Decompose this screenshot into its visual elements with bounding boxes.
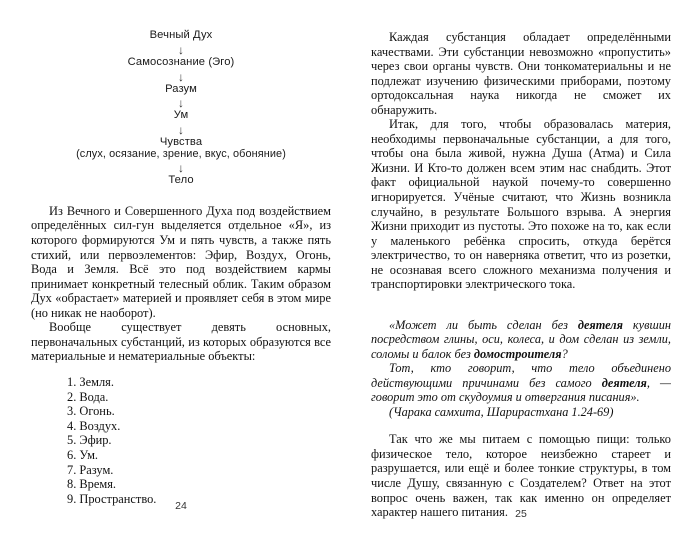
- left-page-column: [31, 30, 331, 506]
- list-item: 3. Огонь.: [67, 404, 115, 419]
- left-page: [0, 0, 348, 540]
- spacer: [31, 195, 331, 204]
- emanation-diagram: [31, 30, 331, 187]
- list-item: 5. Эфир.: [67, 433, 112, 448]
- diagram-node-eternal-spirit: Вечный Дух: [149, 29, 213, 41]
- list-item: 1. Земля.: [67, 374, 114, 389]
- right-paragraph-2: Итак, для того, чтобы образовалась материя, необходимы первоначальные субстанции, а для того, чтобы она была живой, нужна Душа (Атма) и Сила Жизни. И Кто-то должен всем этим нас снабдить. Этот факт официальной наукой почему-то совершенно игнорируется. Учёные считают, что Жизнь возникла случайно, в результате Большого взрыва. А энергия Жизни приходит из пустоты. Это похоже на то, как если у маленького ребёнка спросить, откуда берётся электричество, то он наверняка ответит, что из розетки, не осознавая всего сложного механизма получения и транспортировки электрического тока.: [371, 117, 671, 292]
- down-arrow-icon: ↓: [178, 42, 184, 57]
- diagram-node-reason: Разум: [165, 82, 197, 95]
- diagram-senses-list: (слух, осязание, зрение, вкус, обоняние): [76, 147, 286, 160]
- list-item: 2. Вода.: [67, 389, 109, 404]
- list-item: 9. Пространство.: [67, 491, 157, 506]
- right-paragraph-1: Каждая субстанция обладает определёнными качествами. Эти субстанции невозможно «пропустить» через свои органы чувств. Они тонкоматериальны и не подлежат изучению физическими приборами, поэтому ортодоксальная наука никогда не сможет их обнаружить.: [371, 30, 671, 117]
- quote-text: «Может ли быть сделан без: [389, 317, 578, 332]
- down-arrow-icon: ↓: [178, 69, 184, 84]
- diagram-node-senses: Чувства: [159, 136, 203, 148]
- list-item: 7. Разум.: [67, 462, 114, 477]
- diagram-node-self-awareness: Самосознание (Эго): [127, 55, 235, 68]
- quote-text: , — говорит это от скудоумия и отвергания писания».: [371, 375, 671, 405]
- substances-list: [31, 375, 331, 506]
- quote-text: ?: [561, 346, 568, 361]
- quote-text: Тот, кто говорит, что тело объединено действующими причинами без самого: [371, 361, 671, 390]
- spacer: [371, 419, 671, 432]
- right-page: [349, 0, 697, 540]
- down-arrow-icon: ↓: [178, 161, 184, 176]
- list-item: 6. Ум.: [67, 447, 99, 462]
- quote-citation: (Чарака самхита, Шарирастхана 1.24-69): [389, 404, 614, 419]
- right-paragraph-3: Так что же мы питаем с помощью пищи: только физическое тело, которое неизбежно стареет и разрушается, или ещё и более тонкие структуры, в том числе Душу, связанную с Создателем? Ответ на этот вопрос очень важен, так как именно он определяет характер нашего питания.: [371, 432, 671, 520]
- diagram-node-body: Тело: [168, 174, 194, 187]
- down-arrow-icon: ↓: [178, 96, 184, 111]
- list-item: 4. Воздух.: [67, 418, 121, 433]
- quote-text: кувшин посредством глины, оси, колеса, и дом сделан из земли, соломы и балок без: [371, 317, 671, 361]
- scripture-quote: [371, 318, 671, 420]
- diagram-node-mind: Ум: [173, 109, 189, 122]
- left-paragraph-2: Вообще существует девять основных, первоначальных субстанций, из которых образуются все материальные и нематериальные объекты:: [31, 320, 331, 364]
- right-page-column: [371, 30, 671, 520]
- spacer: [371, 292, 671, 305]
- page-number-left: 24: [175, 500, 187, 512]
- quote-emphasis-housebuilder: домостроителя: [473, 346, 562, 361]
- page-number-right: 25: [515, 508, 527, 520]
- quote-paragraph-2: [371, 361, 671, 405]
- down-arrow-icon: ↓: [178, 123, 184, 137]
- quote-paragraph-1: [371, 318, 671, 362]
- left-paragraph-1: Из Вечного и Совершенного Духа под воздействием определённых сил-гун выделяется отдельное «Я», из которого формируются Ум и пять чувств, а также пять стихий, или первоэлементов: Эфир, Воздух, Огонь, Вода и Земля. Всё это под воздействием кармы принимает конкретный телесный облик. Таким образом Дух «обрастает» материей и проявляет себя в этом мире (но никак не наоборот).: [31, 203, 331, 320]
- quote-emphasis-doer: деятеля: [577, 317, 623, 332]
- list-item: 8. Время.: [67, 477, 116, 492]
- quote-emphasis-doer: деятеля: [601, 375, 647, 390]
